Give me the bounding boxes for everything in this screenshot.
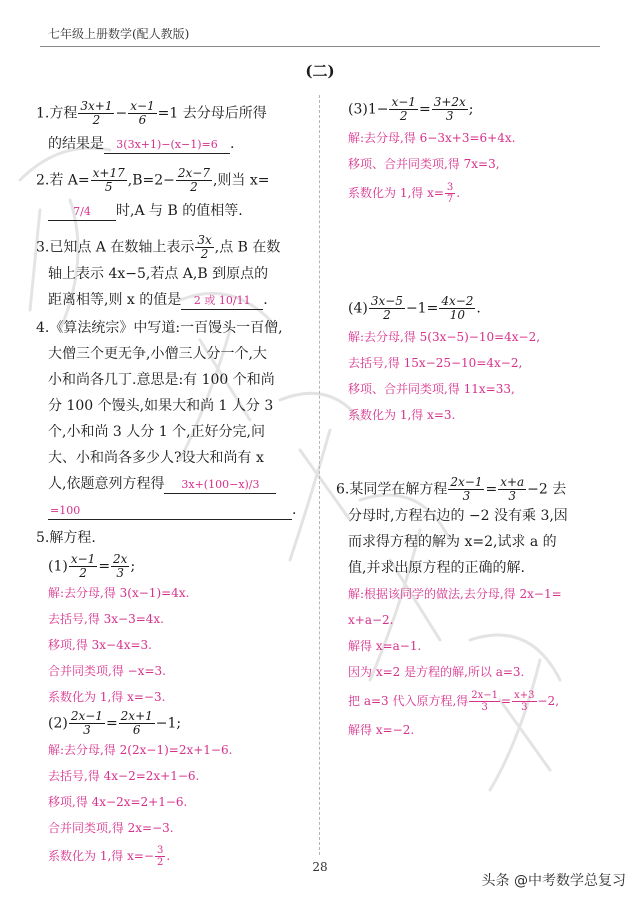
solution-step: 移项、合并同类项,得 11x=33, (348, 382, 515, 396)
right-column (336, 95, 618, 737)
fraction: $\frac{x+17}{5}$ (92, 166, 125, 194)
question-4-line: 大、小和尚各多少人?设大和尚有 x (48, 450, 264, 466)
solution-step: 移项,得 3x−4x=3. (48, 638, 152, 652)
solution-6 (348, 581, 618, 743)
solution-5-2 (48, 737, 308, 871)
question-number: 3. (36, 239, 50, 256)
question-number: 4. (36, 320, 50, 336)
question-4-line: 小和尚各几丁.意思是:有 100 个和尚 (48, 372, 275, 388)
fraction: $\frac{4x-2}{10}$ (441, 294, 474, 322)
fraction: $\frac{3x}{2}$ (197, 233, 212, 261)
fraction: $\frac{2x-1}{3}$ (471, 690, 499, 713)
question-number: 5. (36, 530, 50, 546)
question-1: 1.方程 $\frac{3x+1}{2}$ − $\frac{x-1}{6}$ =1 去分母后所得 (36, 99, 267, 127)
fraction: $\frac{x+a}{3}$ (500, 475, 525, 503)
solution-step: 解:去分母,得 2(2x−1)=2x+1−6. (48, 743, 233, 757)
question-5: 5.解方程. (36, 530, 96, 546)
answer-blank: 3(3x+1)−(x−1)=6 (104, 137, 230, 154)
question-4-line: 分 100 个馒头,如果大和尚 1 人分 3 (48, 398, 274, 414)
solution-step: 移项、合并同类项,得 7x=3, (348, 157, 500, 171)
question-6 (336, 476, 618, 743)
page-number: 28 (312, 860, 328, 874)
footer-watermark: 头条 @中考数学总复习 (481, 873, 626, 889)
solution-5-4 (348, 324, 618, 428)
fraction: $\frac{3+2x}{3}$ (433, 95, 466, 123)
solution-step: 系数化为 1,得 x=−3. (48, 690, 166, 704)
solution-step: 解得 x=a−1. (348, 639, 422, 653)
fraction: $\frac{2x+1}{6}$ (120, 709, 153, 737)
solution-step: 系数化为 1,得 x= $\frac{3}{7}$ . (348, 182, 461, 205)
question-4-line: 4.《算法统宗》中写道:一百馒头一百僧, (36, 320, 283, 336)
fraction: $\frac{3x+1}{2}$ (80, 99, 113, 127)
question-6-line: 值,并求出原方程的正确的解. (348, 560, 525, 576)
question-6-line: 6.某同学在解方程 $\frac{2x-1}{3}$ = $\frac{x+a}{3}$ −2 去 (336, 475, 567, 503)
header-rule (40, 46, 600, 47)
question-number: 6. (336, 481, 350, 498)
question-4-line: 人,依题意列方程得 3x+(100−x)/3 (48, 471, 308, 497)
fraction: $\frac{2x-7}{2}$ (177, 166, 210, 194)
answer-blank: 7/4 (48, 204, 116, 221)
equation-5-4: (4) $\frac{3x-5}{2}$ −1= $\frac{4x-2}{10}$ . (348, 294, 481, 322)
fraction: $\frac{x-1}{2}$ (70, 552, 96, 580)
solution-step: x+a−2. (348, 613, 394, 627)
question-number: 1. (36, 105, 50, 122)
question-6-line: 而求得方程的解为 x=2,试求 a 的 (348, 534, 557, 550)
solution-step: 解:去分母,得 3(x−1)=4x. (48, 586, 190, 600)
fraction: $\frac{x-1}{6}$ (130, 99, 155, 127)
question-3-line3: 距离相等,则 x 的值是 2 或 10/11 . (48, 292, 268, 308)
solution-step: 解:去分母,得 6−3x+3=6+4x. (348, 131, 516, 145)
solution-step: 合并同类项,得 2x=−3. (48, 821, 174, 835)
question-6-line: 分母时,方程右边的 −2 没有乘 3,因 (348, 508, 568, 524)
solution-step: 把 a=3 代入原方程,得 $\frac{2x-1}{3}$ = $\frac{x+3}{3}$ −2, (348, 690, 560, 713)
fraction: $\frac{3}{2}$ (156, 845, 164, 868)
answer-blank: =100 (48, 503, 292, 520)
solution-step: 去括号,得 15x−25−10=4x−2, (348, 356, 523, 370)
solution-step: 解:去分母,得 5(3x−5)−10=4x−2, (348, 330, 541, 344)
question-number: 2. (36, 172, 50, 189)
question-4-line: 个,小和尚 3 人分 1 个,正好分完,问 (48, 424, 265, 440)
fraction: $\frac{x-1}{2}$ (391, 95, 416, 123)
solution-5-3 (348, 125, 618, 209)
solution-step: 系数化为 1,得 x=3. (348, 408, 456, 422)
answer-blank: 2 或 10/11 (181, 293, 263, 310)
page-header: 七年级上册数学(配人教版) (48, 27, 190, 41)
solution-step: 合并同类项,得 −x=3. (48, 664, 166, 678)
solution-step: 解:根据该同学的做法,去分母,得 2x−1= (348, 587, 562, 601)
question-2: 2.若 A= $\frac{x+17}{5}$ ,B=2− $\frac{2x-7}{2}$ ,则当 x= (36, 166, 270, 194)
question-1-line2: 的结果是 3(3x+1)−(x−1)=6 . (48, 136, 235, 152)
fraction: $\frac{x+3}{3}$ (514, 690, 535, 713)
solution-step: 系数化为 1,得 x=− $\frac{3}{2}$ . (48, 845, 171, 868)
question-3-line2: 轴上表示 4x−5,若点 A,B 到原点的 (48, 266, 269, 282)
section-title: (二) (305, 62, 335, 80)
equation-5-2: (2) $\frac{2x-1}{3}$ = $\frac{2x+1}{6}$ −1; (48, 709, 182, 737)
fraction: $\frac{2x-1}{3}$ (70, 709, 103, 737)
question-2-line2: 7/4 时,A 与 B 的值相等. (48, 198, 308, 224)
fraction: $\frac{3x-5}{2}$ (370, 294, 403, 322)
fraction: $\frac{2x}{3}$ (113, 552, 128, 580)
left-column (36, 100, 308, 871)
solution-5-1 (48, 580, 308, 710)
question-4-line: 大僧三个更无争,小僧三人分一个,大 (48, 346, 267, 362)
solution-step: 因为 x=2 是方程的解,所以 a=3. (348, 665, 525, 679)
equation-5-3: (3)1− $\frac{x-1}{2}$ = $\frac{3+2x}{3}$ ; (348, 95, 474, 123)
answer-blank: 3x+(100−x)/3 (164, 477, 276, 494)
question-4-line: =100 . (50, 502, 297, 518)
solution-step: 去括号,得 3x−3=4x. (48, 612, 164, 626)
solution-step: 解得 x=−2. (348, 723, 415, 737)
solution-step: 移项,得 4x−2x=2+1−6. (48, 795, 188, 809)
equation-5-1: (1) $\frac{x-1}{2}$ = $\frac{2x}{3}$ ; (48, 552, 136, 580)
solution-step: 去括号,得 4x−2=2x+1−6. (48, 769, 200, 783)
column-divider (319, 95, 320, 855)
fraction: $\frac{3}{7}$ (446, 182, 454, 205)
fraction: $\frac{2x-1}{3}$ (450, 475, 483, 503)
question-4 (36, 315, 308, 523)
question-3: 3.已知点 A 在数轴上表示 $\frac{3x}{2}$ ,点 B 在数 (36, 233, 281, 261)
